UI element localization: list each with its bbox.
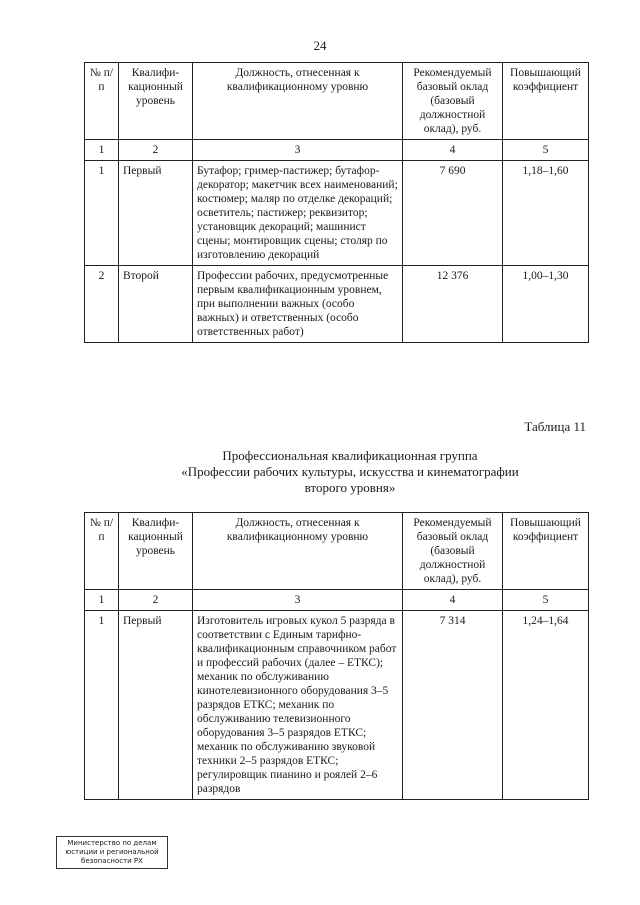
column-number: 3: [193, 140, 403, 161]
table-row: [85, 266, 589, 343]
row-coef: 1,18–1,60: [503, 161, 589, 266]
column-number: 3: [193, 590, 403, 611]
header-salary: Рекомендуемый базовый оклад (базовый должностной оклад), руб.: [403, 63, 503, 140]
table-header-row: [85, 63, 589, 140]
row-num: 1: [85, 161, 119, 266]
group-title-line: «Профессии рабочих культуры, искусства и кинематографии: [181, 464, 519, 479]
row-num: 1: [85, 611, 119, 800]
table-row: [85, 611, 589, 800]
row-num: 2: [85, 266, 119, 343]
row-coef: 1,00–1,30: [503, 266, 589, 343]
table-row: [85, 161, 589, 266]
row-positions: Изготовитель игровых кукол 5 разряда в соответствии с Единым тарифно-квалификационным справочником работ и профессий рабочих (далее – ЕТКС); механик по обслуживанию кинотелевизионного оборудования 3–5 разрядов ЕТКС; механик по обслуживанию телевизионного оборудования 3–5 разрядов ЕТКС; механик по обслуживанию звуковой техники 2–5 разрядов ЕТКС; регулировщик пианино и роялей 2–6 разрядов: [193, 611, 403, 800]
stamp-line: Министерство по делам: [67, 839, 157, 847]
row-level: Второй: [119, 266, 193, 343]
row-salary: 7 314: [403, 611, 503, 800]
group-title: [0, 448, 640, 496]
header-salary: Рекомендуемый базовый оклад (базовый должностной оклад), руб.: [403, 513, 503, 590]
row-coef: 1,24–1,64: [503, 611, 589, 800]
row-positions: Бутафор; гример-пастижер; бутафор-декоратор; макетчик всех наименований; костюмер; маляр по отделке декораций; осветитель; пастижер; реквизитор; установщик декораций; машинист сцены; монтировщик сцены; столяр по изготовлению декораций: [193, 161, 403, 266]
group-title-line: Профессиональная квалификационная группа: [222, 448, 478, 463]
header-position: Должность, отнесенная к квалификационному уровню: [193, 63, 403, 140]
column-number: 5: [503, 590, 589, 611]
header-num: № п/п: [85, 513, 119, 590]
column-number: 4: [403, 590, 503, 611]
stamp-line: безопасности РХ: [81, 857, 143, 865]
row-salary: 7 690: [403, 161, 503, 266]
column-number: 1: [85, 590, 119, 611]
header-num: № п/п: [85, 63, 119, 140]
page-number: 24: [313, 38, 327, 53]
column-number: 2: [119, 590, 193, 611]
qualification-table-2: [84, 512, 589, 800]
stamp-line: юстиции и региональной: [65, 848, 159, 856]
header-coef: Повышающий коэффициент: [503, 63, 589, 140]
row-positions: Профессии рабочих, предусмотренные первым квалификационным уровнем, при выполнении важных (особо важных) и ответственных (особо ответственных работ): [193, 266, 403, 343]
header-position: Должность, отнесенная к квалификационному уровню: [193, 513, 403, 590]
column-number: 5: [503, 140, 589, 161]
ministry-stamp: [56, 836, 168, 869]
group-title-line: второго уровня»: [304, 480, 396, 495]
header-level: Квалифи- кационный уровень: [119, 63, 193, 140]
row-level: Первый: [119, 161, 193, 266]
column-number: 4: [403, 140, 503, 161]
table-header-row: [85, 513, 589, 590]
header-coef: Повышающий коэффициент: [503, 513, 589, 590]
row-level: Первый: [119, 611, 193, 800]
column-number-row: [85, 140, 589, 161]
row-salary: 12 376: [403, 266, 503, 343]
column-number: 1: [85, 140, 119, 161]
qualification-table-1: [84, 62, 589, 343]
header-level: Квалифи- кационный уровень: [119, 513, 193, 590]
table-label: Таблица 11: [524, 419, 586, 434]
column-number-row: [85, 590, 589, 611]
column-number: 2: [119, 140, 193, 161]
